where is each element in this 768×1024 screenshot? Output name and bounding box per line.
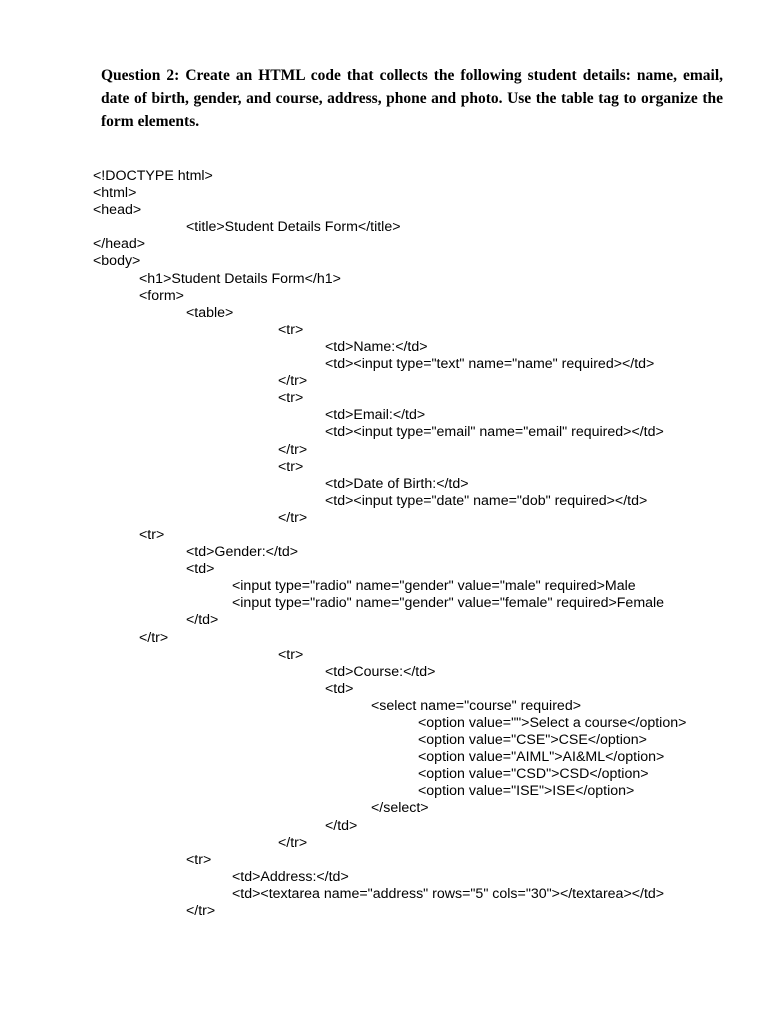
code-line: <html> (93, 185, 137, 202)
code-line: <option value="CSE">CSE</option> (418, 732, 647, 749)
code-line: </td> (325, 817, 358, 834)
code-line: <table> (186, 304, 234, 321)
code-line: <body> (93, 253, 141, 270)
code-line: <td>Email:</td> (325, 407, 426, 424)
code-line: <td><input type="email" name="email" required></td> (325, 424, 664, 441)
code-line: <input type="radio" name="gender" value="male" required>Male (232, 578, 636, 595)
code-line: <!DOCTYPE html> (93, 168, 213, 184)
code-line: <tr> (278, 458, 304, 475)
code-line: <td>Gender:</td> (186, 544, 299, 561)
code-line: </tr> (278, 373, 308, 390)
code-line: <td>Date of Birth:</td> (325, 475, 469, 492)
code-line: <form> (139, 287, 184, 304)
code-line: <td>Course:</td> (325, 663, 436, 680)
code-line: <td> (325, 680, 354, 697)
code-line: <title>Student Details Form</title> (186, 219, 401, 236)
code-line: <head> (93, 202, 142, 219)
code-line: <tr> (278, 321, 304, 338)
code-line: <tr> (278, 646, 304, 663)
question-text: Question 2: Create an HTML code that collects the following student details: name, email, date of birth, gender, and course, address, phone and photo. Use the table tag to organize the form elements. (101, 67, 723, 130)
code-line: </td> (186, 612, 219, 629)
code-line: </tr> (139, 629, 169, 646)
code-line: <td><input type="text" name="name" required></td> (325, 356, 655, 373)
code-line: <td>Name:</td> (325, 338, 428, 355)
code-line: </tr> (278, 834, 308, 851)
code-line: <td><input type="date" name="dob" required></td> (325, 492, 648, 509)
code-line: <tr> (186, 851, 212, 868)
code-line: </tr> (278, 509, 308, 526)
code-line: <tr> (139, 526, 165, 543)
code-listing (93, 168, 753, 920)
code-line: </tr> (186, 903, 216, 920)
code-line: <td> (186, 561, 215, 578)
code-line: </select> (371, 800, 429, 817)
code-line: <option value="CSD">CSD</option> (418, 766, 649, 783)
code-line: <h1>Student Details Form</h1> (139, 270, 341, 287)
code-line: <option value="">Select a course</option> (418, 715, 687, 731)
code-line: <td>Address:</td> (232, 868, 349, 885)
code-line: <tr> (278, 390, 304, 407)
code-line: </tr> (278, 441, 308, 458)
code-line: <option value="AIML">AI&ML</option> (418, 749, 665, 766)
code-line: <option value="ISE">ISE</option> (418, 783, 635, 800)
code-line: <td><textarea name="address" rows="5" cols="30"></textarea></td> (232, 885, 665, 902)
code-line: <input type="radio" name="gender" value="female" required>Female (232, 595, 665, 612)
code-line: </head> (93, 236, 146, 253)
code-line: <select name="course" required> (371, 697, 581, 714)
